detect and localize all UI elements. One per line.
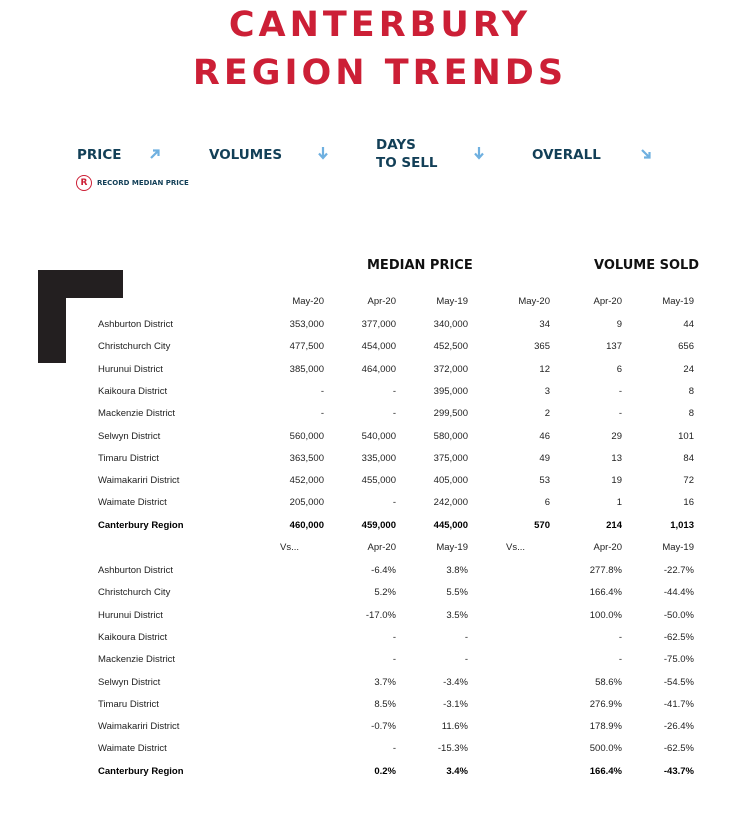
table-cell: 166.4% [589, 587, 622, 599]
table-cell: 6 [616, 363, 622, 375]
table-cell: 335,000 [361, 452, 396, 464]
row-label: Waimate District [98, 743, 167, 755]
record-median-price-legend [76, 175, 189, 191]
table-cell: 101 [678, 430, 694, 442]
row-label: Waimakariri District [98, 721, 180, 733]
table-cell: - [392, 631, 396, 643]
table-cell: 8 [688, 408, 694, 420]
table-cell: 405,000 [433, 475, 468, 487]
table-cell: 53 [539, 475, 550, 487]
table-cell: 363,500 [289, 452, 324, 464]
table-cell: 6 [544, 497, 550, 509]
table-cell: 137 [606, 341, 622, 353]
table-cell: -43.7% [663, 765, 694, 777]
table-cell: 3 [544, 385, 550, 397]
table-cell: 44 [683, 319, 694, 330]
table-cell: -3.4% [443, 676, 468, 688]
table-cell: 166.4% [589, 765, 622, 777]
table-cell: -62.5% [663, 631, 694, 643]
table-cell: 84 [683, 452, 694, 464]
trend-label-2 [376, 136, 438, 172]
column-header: Apr-20 [367, 542, 396, 553]
table-cell: 372,000 [433, 363, 468, 375]
table-cell: 1 [616, 497, 622, 509]
table-cell: 19 [611, 475, 622, 487]
table-cell: 464,000 [361, 363, 396, 375]
row-label: Hurunui District [98, 363, 163, 375]
arrow-down-icon [316, 146, 330, 160]
trend-label-line: DAYS [376, 137, 416, 153]
row-label: Christchurch City [98, 587, 171, 599]
table-cell: -15.3% [437, 743, 468, 755]
table-cell: 16 [683, 497, 694, 509]
table-cell: 500.0% [589, 743, 622, 755]
table-cell: 353,000 [289, 319, 324, 330]
table-cell: 560,000 [289, 430, 324, 442]
row-label: Waimakariri District [98, 475, 180, 487]
table-cell: 340,000 [433, 319, 468, 330]
corner-bracket-decoration-vertical [38, 270, 66, 363]
median-price-heading: MEDIAN PRICE [367, 258, 473, 273]
table-cell: - [392, 408, 396, 420]
trend-label-3 [532, 146, 601, 164]
trend-label-line: PRICE [77, 147, 122, 163]
table-cell: 459,000 [361, 519, 396, 531]
table-cell: - [618, 385, 622, 397]
row-label: Canterbury Region [98, 519, 184, 531]
table-cell: - [464, 654, 468, 666]
table-cell: -26.4% [663, 721, 694, 733]
table-cell: 2 [544, 408, 550, 420]
column-header: May-20 [292, 296, 324, 307]
column-header: May-19 [662, 296, 694, 307]
table-cell: - [618, 408, 622, 420]
row-label: Selwyn District [98, 676, 161, 688]
row-label: Mackenzie District [98, 408, 176, 420]
table-cell: 24 [683, 363, 694, 375]
table-cell: -75.0% [663, 654, 694, 666]
column-header-vs: Vs... [506, 542, 526, 553]
table-cell: 452,000 [289, 475, 324, 487]
table-cell: 395,000 [433, 385, 468, 397]
table-cell: 100.0% [589, 609, 622, 621]
arrow-down-right-icon [639, 147, 653, 161]
table-cell: 452,500 [433, 341, 468, 353]
table-cell: -54.5% [663, 676, 694, 688]
volume-sold-heading: VOLUME SOLD [594, 258, 700, 273]
table-cell: 46 [539, 430, 550, 442]
record-legend-text: RECORD MEDIAN PRICE [97, 179, 189, 187]
table-cell: 242,000 [433, 497, 468, 509]
table-cell: -17.0% [365, 609, 396, 621]
row-label: Waimate District [98, 497, 167, 509]
column-header: Apr-20 [593, 296, 622, 307]
table-cell: 8.5% [374, 698, 396, 710]
row-label: Christchurch City [98, 341, 171, 353]
table-cell: 477,500 [289, 341, 324, 353]
table-cell: 0.2% [374, 765, 396, 777]
table-cell: 5.5% [446, 587, 468, 599]
column-header: May-19 [436, 542, 468, 553]
table-cell: -50.0% [663, 609, 694, 621]
column-header: May-19 [436, 296, 468, 307]
table-cell: 570 [534, 519, 550, 531]
table-cell: - [464, 631, 468, 643]
table-cell: -0.7% [371, 721, 396, 733]
arrow-down-icon [472, 146, 486, 160]
table-cell: 29 [611, 430, 622, 442]
table-cell: - [392, 497, 396, 509]
table-cell: 455,000 [361, 475, 396, 487]
trend-label-line: OVERALL [532, 147, 601, 163]
row-label: Canterbury Region [98, 765, 184, 777]
table-cell: 3.7% [374, 676, 396, 688]
row-label: Ashburton District [98, 565, 173, 576]
row-label: Kaikoura District [98, 385, 168, 397]
table-cell: -6.4% [371, 565, 396, 576]
table-cell: - [392, 385, 396, 397]
row-label: Kaikoura District [98, 631, 168, 643]
table-cell: - [320, 385, 324, 397]
table-cell: 365 [534, 341, 550, 353]
table-cell: 58.6% [595, 676, 622, 688]
table-cell: 385,000 [289, 363, 324, 375]
table-cell: 540,000 [361, 430, 396, 442]
table-cell: - [320, 408, 324, 420]
table-cell: -44.4% [663, 587, 694, 599]
table-cell: 277.8% [589, 565, 622, 576]
trend-label-line: TO SELL [376, 155, 438, 172]
table-cell: 454,000 [361, 341, 396, 353]
table-cell: 178.9% [589, 721, 622, 733]
table-cell: 11.6% [441, 721, 468, 733]
table-cell: - [392, 654, 396, 666]
column-header: May-20 [518, 296, 550, 307]
table-cell: 3.8% [446, 565, 468, 576]
table-cell: 580,000 [433, 430, 468, 442]
table-cell: 445,000 [433, 519, 468, 531]
title-line-1: CANTERBURY [228, 5, 532, 45]
column-header-vs: Vs... [280, 542, 300, 553]
column-header: Apr-20 [367, 296, 396, 307]
table-cell: 656 [678, 341, 694, 353]
table-cell: 13 [611, 452, 622, 464]
table-cell: 214 [606, 519, 622, 531]
row-label: Hurunui District [98, 609, 163, 621]
table-cell: 377,000 [361, 319, 396, 330]
row-label: Ashburton District [98, 319, 173, 330]
column-header: Apr-20 [593, 542, 622, 553]
table-cell: -3.1% [443, 698, 468, 710]
table-cell: 12 [539, 363, 550, 375]
row-label: Timaru District [98, 452, 159, 464]
arrow-up-right-icon [148, 147, 162, 161]
trend-label-0 [77, 146, 121, 164]
table-cell: 1,013 [670, 519, 694, 531]
trend-label-line: VOLUMES [209, 147, 283, 163]
table-cell: 375,000 [433, 452, 468, 464]
table-cell: 9 [616, 319, 622, 330]
table-cell: 3.5% [446, 609, 468, 621]
table-cell: 205,000 [289, 497, 324, 509]
row-label: Timaru District [98, 698, 159, 710]
table-cell: 460,000 [289, 519, 324, 531]
record-badge-icon: R [76, 175, 92, 191]
column-header: May-19 [662, 542, 694, 553]
table-cell: 299,500 [433, 408, 468, 420]
table-cell: 8 [688, 385, 694, 397]
table-cell: -41.7% [663, 698, 694, 710]
table-cell: 276.9% [589, 698, 622, 710]
table-cell: 49 [539, 452, 550, 464]
row-label: Selwyn District [98, 430, 161, 442]
table-cell: - [392, 743, 396, 755]
table-cell: - [618, 654, 622, 666]
table-cell: 3.4% [446, 765, 468, 777]
table-cell: 72 [683, 475, 694, 487]
table-cell: -62.5% [663, 743, 694, 755]
table-cell: -22.7% [663, 565, 694, 576]
title-line-2: REGION TRENDS [192, 53, 568, 93]
row-label: Mackenzie District [98, 654, 176, 666]
table-cell: - [618, 631, 622, 643]
trend-label-1 [209, 146, 282, 164]
table-cell: 5.2% [374, 587, 396, 599]
table-cell: 34 [539, 319, 550, 330]
